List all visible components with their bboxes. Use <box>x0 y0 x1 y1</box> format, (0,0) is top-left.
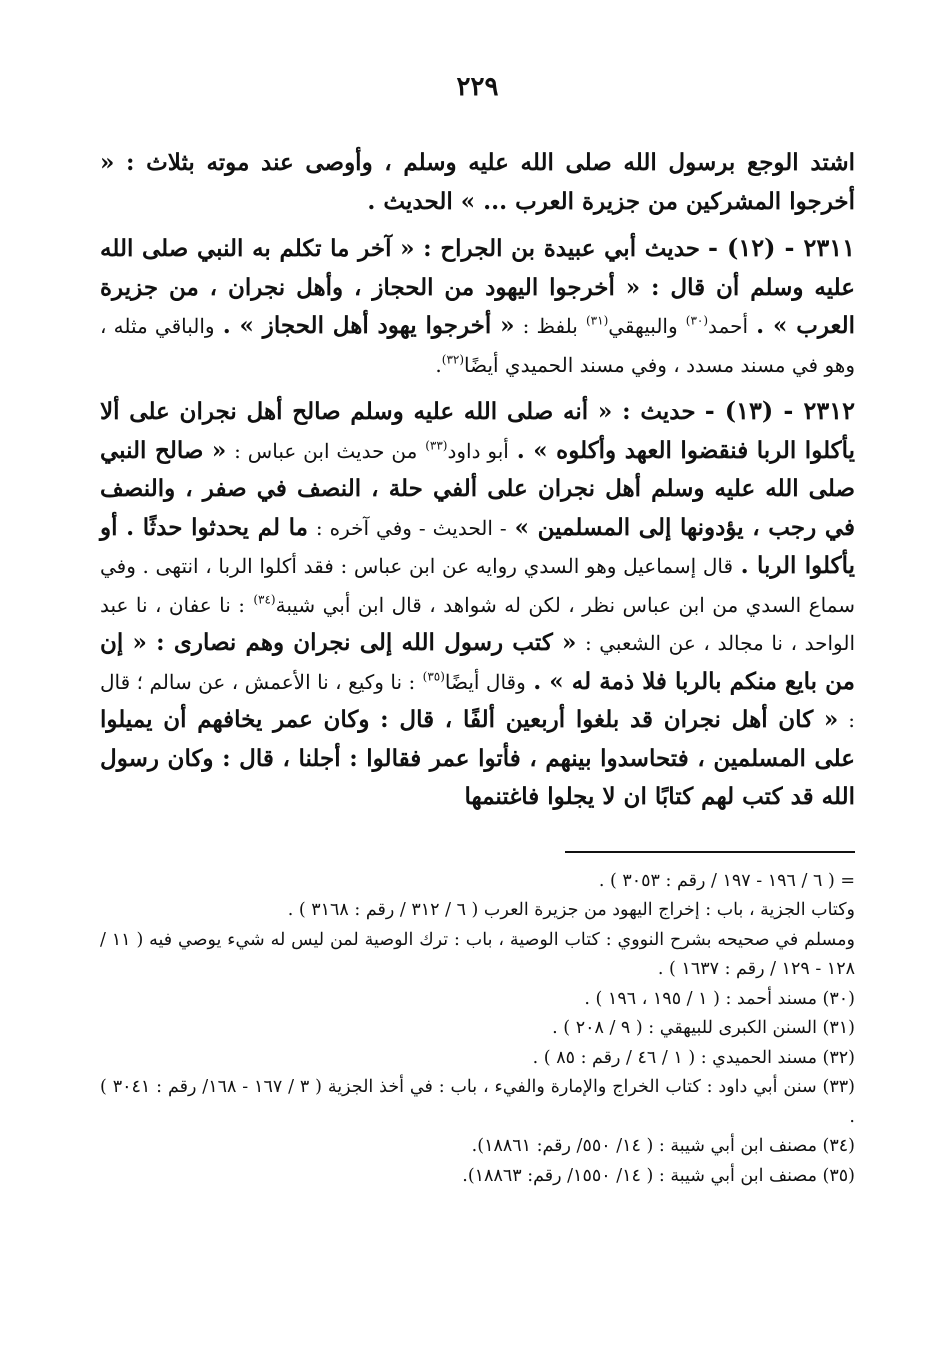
hadith-quote: ما لم يحدثوا حدثًا . أو يأكلوا الربا . <box>100 513 856 579</box>
takhrij-text: من حديث ابن عباس : <box>234 438 418 463</box>
takhrij-text: والبيهقي <box>608 314 678 338</box>
footnote-ref: (٣٠) <box>685 313 709 328</box>
footnote-ref: (٣٤) <box>253 591 276 606</box>
takhrij-text: وقال أيضًا <box>444 669 526 694</box>
footnotes <box>100 867 855 1192</box>
footnote: (٣٤) مصنف ابن أبي شيبة : ( ١٤/ ٥٥٠/ رقم: ١٨٨٦١). <box>471 1136 855 1156</box>
hadith-quote: « كان أهل نجران قد بلغوا أربعين ألفًا ، قال : وكان عمر يخافهم أن يميلوا على المسلمين ، فتحاسدوا بينهم ، فأتوا عمر فقالوا : أجلنا ، قال : وكان رسول الله قد كتب لهم كتابًا ان لا يجلوا فاغتنمها <box>100 706 855 810</box>
paragraph-hadith-2311 <box>100 229 855 384</box>
paragraph-hadith-continuation <box>100 144 855 221</box>
takhrij-text: أحمد <box>708 314 749 338</box>
footnote-ref: (٣١) <box>585 313 609 328</box>
hadith-number: ٢٣١٢ - (١٣) - <box>704 396 856 425</box>
footnote: (٣٥) مصنف ابن أبي شيبة : ( ١٤/ ١٥٥٠/ رقم: ١٨٨٦٣). <box>462 1165 855 1186</box>
paragraph-hadith-2312 <box>100 392 855 817</box>
takhrij-text: : نا وكيع ، نا الأعمش ، عن سالم ؛ قال : <box>100 669 855 732</box>
takhrij-text: أبو داود <box>447 438 509 463</box>
main-text <box>100 144 855 817</box>
footnote: (٣٢) مسند الحميدي : ( ١ / ٤٦ / رقم : ٨٥ ) . <box>532 1047 855 1068</box>
footnote-ref: (٣٥) <box>422 668 445 683</box>
takhrij-text: والباقي مثله ، وهو في مسند مسدد ، وفي مسند الحميدي أيضًا <box>100 314 855 377</box>
page-number: ٢٢٩ <box>456 72 499 102</box>
footnote: وكتاب الجزية ، باب : إخراج اليهود من جزيرة العرب ( ٦ / ٣١٢ / رقم : ٣١٦٨ ) . <box>287 900 855 920</box>
hadith-text: حديث : « أنه صلى الله عليه وسلم صالح أهل نجران على ألا يأكلوا الربا فنقضوا العهد وأكلوه » . <box>100 398 856 464</box>
hadith-number: ٢٣١١ - (١٢) - <box>708 233 856 262</box>
footnote-ref: (٣٢) <box>441 351 465 366</box>
takhrij-text: بلفظ : <box>522 314 578 338</box>
takhrij-text: . <box>435 352 442 377</box>
footnote-separator <box>565 851 855 853</box>
takhrij-text: : نا عفان ، نا عبد الواحد ، نا مجالد ، عن الشعبي : <box>100 592 856 655</box>
hadith-text: حديث أبي عبيدة بن الجراح : « آخر ما تكلم به النبي صلى الله عليه وسلم أن قال : « أخرجوا اليهود من الحجاز ، وأهل نجران ، من جزيرة العرب » . <box>100 235 856 339</box>
footnote: (٣١) السنن الكبرى للبيهقي : ( ٩ / ٢٠٨ ) . <box>552 1018 855 1038</box>
footnote: (٣٠) مسند أحمد : ( ١ / ١٩٥ ، ١٩٦ ) . <box>584 988 855 1009</box>
footnote-ref: (٣٣) <box>425 437 448 452</box>
footnote: ومسلم في صحيحه بشرح النووي : كتاب الوصية ، باب : ترك الوصية لمن ليس له شيء يوصي فيه ( ١١ / ١٢٨ - ١٢٩ / رقم : ١٦٣٧ ) . <box>100 929 855 979</box>
takhrij-text: - الحديث - وفي آخره : <box>315 515 507 540</box>
footnote: = ( ٦ / ١٩٦ - ١٩٧ / رقم : ٣٠٥٣ ) . <box>598 870 855 891</box>
hadith-quote: « صالح النبي صلى الله عليه وسلم أهل نجران على ألفي حلة ، النصف في صفر ، والنصف في رجب ، يؤدونها إلى المسلمين » <box>100 436 856 541</box>
footnote: (٣٣) سنن أبي داود : كتاب الخراج والإمارة والفيء ، باب : في أخذ الجزية ( ٣ / ١٦٧ - ١٦٨/ رقم : ٣٠٤١ ) . <box>100 1077 855 1127</box>
hadith-quote: « كتب رسول الله إلى نجران وهم نصارى : « إن من بايع منكم بالربا فلا ذمة له » . <box>100 629 855 695</box>
takhrij-text: قال إسماعيل وهو السدي روايه عن ابن عباس : فقد أكلوا الربا ، انتهى . وفي سماع السدي من ابن عباس نظر ، لكن له شواهد ، قال ابن أبي شيبة <box>100 554 855 617</box>
hadith-quote: « أخرجوا يهود أهل الحجاز » . <box>222 312 515 339</box>
hadith-text: اشتد الوجع برسول الله صلى الله عليه وسلم ، وأوصى عند موته بثلاث : « أخرجوا المشركين من جزيرة العرب ... » الحديث . <box>100 149 855 215</box>
